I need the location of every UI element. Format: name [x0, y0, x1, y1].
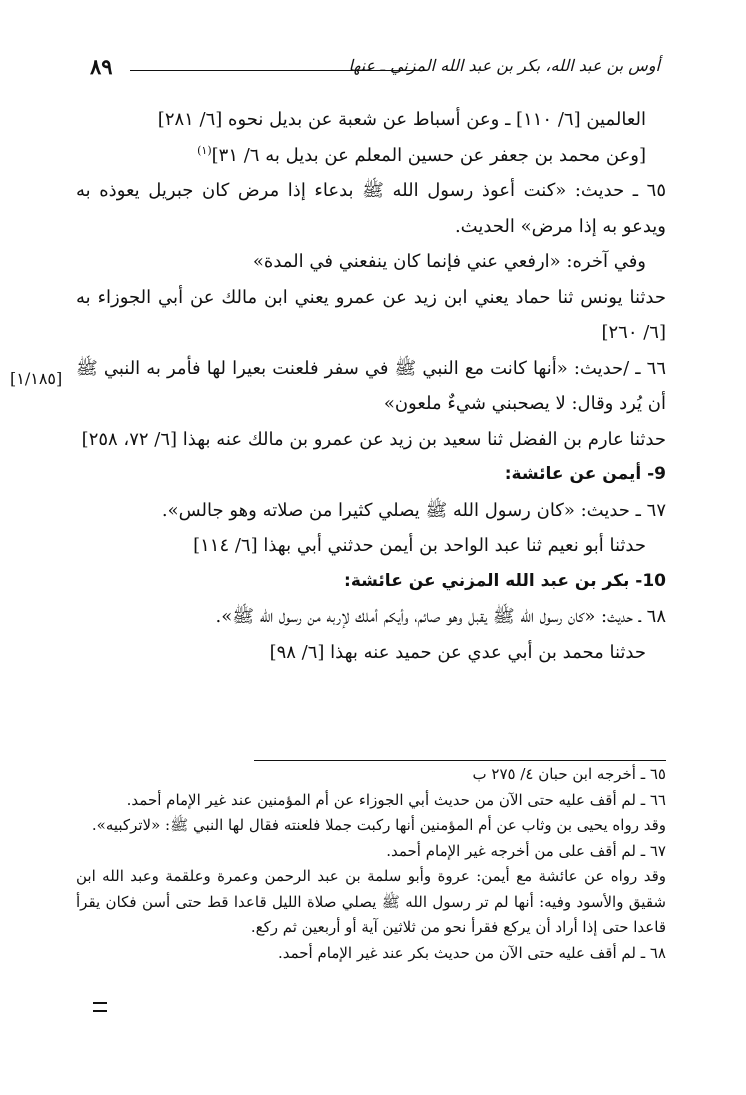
footnote-line: ٦٨ ـ لم أقف عليه حتى الآن من حديث بكر عند غير الإمام أحمد. — [277, 943, 666, 962]
hadith-68: ٦٨ ـ حديث: «كان رسول الله ﷺ يقبل وهو صائم، وأيكم أملك لإربه من رسول الله ﷺ». — [215, 606, 666, 627]
isnad-line: حدثنا يونس ثنا حماد يعني ابن زيد عن عمرو يعني ابن مالك عن أبي الجوزاء به [٦/ ٢٦٠] — [76, 286, 666, 343]
section-heading-10: 10- بكر بن عبد الله المزني عن عائشة: — [344, 570, 666, 591]
footnote-line: وقد رواه يحيى بن وثاب عن أم المؤمنين أنها ركبت جملا فلعنته فقال لها النبي ﷺ: «لاتركبيه». — [91, 816, 666, 834]
margin-note: [١/١٨٥] — [10, 369, 63, 388]
footnote-line: وقد رواه عن عائشة مع أيمن: عروة وأبو سلمة بن عبد الرحمن وعمرة وعلقمة وعبد الله ابن شقيق والأسود وفيه: أنها لم تر رسول الله ﷺ يصلي صلاة الليل قاعدا قط حتى أسن فكان يقرأ قاعدا حتى إذا أراد أن يركع فقرأ نحو من ثلاثين آية أو أربعين ثم ركع. — [76, 867, 666, 936]
text-line: وفي آخره: «ارفعي عني فإنما كان ينفعني في المدة» — [252, 251, 646, 272]
text-line — [76, 138, 666, 174]
running-title: أوس بن عبد الله، بكر بن عبد الله المزني ـ عنها — [348, 56, 660, 75]
page-number: ٨٩ — [90, 54, 113, 79]
header-rule — [130, 70, 425, 71]
footnote-line: ٦٦ ـ لم أقف عليه حتى الآن من حديث أبي الجوزاء عن أم المؤمنين عند غير الإمام أحمد. — [126, 790, 666, 809]
isnad-line: حدثنا محمد بن أبي عدي عن حميد عنه بهذا [٦/ ٩٨] — [269, 641, 646, 663]
page-header — [90, 56, 660, 86]
isnad-line: حدثنا أبو نعيم ثنا عبد الواحد بن أيمن حدثني أبي بهذا [٦/ ١١٤] — [193, 535, 646, 556]
text-line-content: [وعن محمد بن جعفر عن حسين المعلم عن بديل به ٦/ ٣١] — [211, 144, 646, 166]
hadith-65: ٦٥ ـ حديث: «كنت أعوذ رسول الله ﷺ بدعاء إذا مرض كان جبريل يعوذه به ويدعو به إذا مرض» الحديث. — [76, 180, 666, 237]
footnotes — [76, 762, 666, 966]
text-line: العالمين [٦/ ١١٠] ـ وعن أسباط عن شعبة عن بديل نحوه [٦/ ٢٨١] — [157, 109, 646, 130]
footnote-ref: (١) — [197, 143, 212, 157]
isnad-line: حدثنا عارم بن الفضل ثنا سعيد بن زيد عن عمرو بن مالك عنه بهذا [٦/ ٧٢، ٢٥٨] — [81, 428, 666, 450]
footnote-line: ٦٧ ـ لم أقف على من أخرجه غير الإمام أحمد. — [386, 841, 666, 860]
hadith-66: ٦٦ ـ /حديث: «أنها كانت مع النبي ﷺ في سفر فلعنت بعيرا لها فأمر به النبي ﷺ أن يُرد وقال: لا يصحبني شيءٌ ملعون» — [76, 357, 666, 414]
hadith-67: ٦٧ ـ حديث: «كان رسول الله ﷺ يصلي كثيرا من صلاته وهو جالس». — [161, 499, 666, 521]
footnote-rule — [254, 760, 666, 761]
footnote-line: ٦٥ ـ أخرجه ابن حبان ٤/ ٢٧٥ ب — [472, 765, 666, 783]
end-mark — [93, 1002, 107, 1012]
main-text — [76, 102, 666, 670]
section-heading-9: 9- أيمن عن عائشة: — [504, 464, 666, 484]
